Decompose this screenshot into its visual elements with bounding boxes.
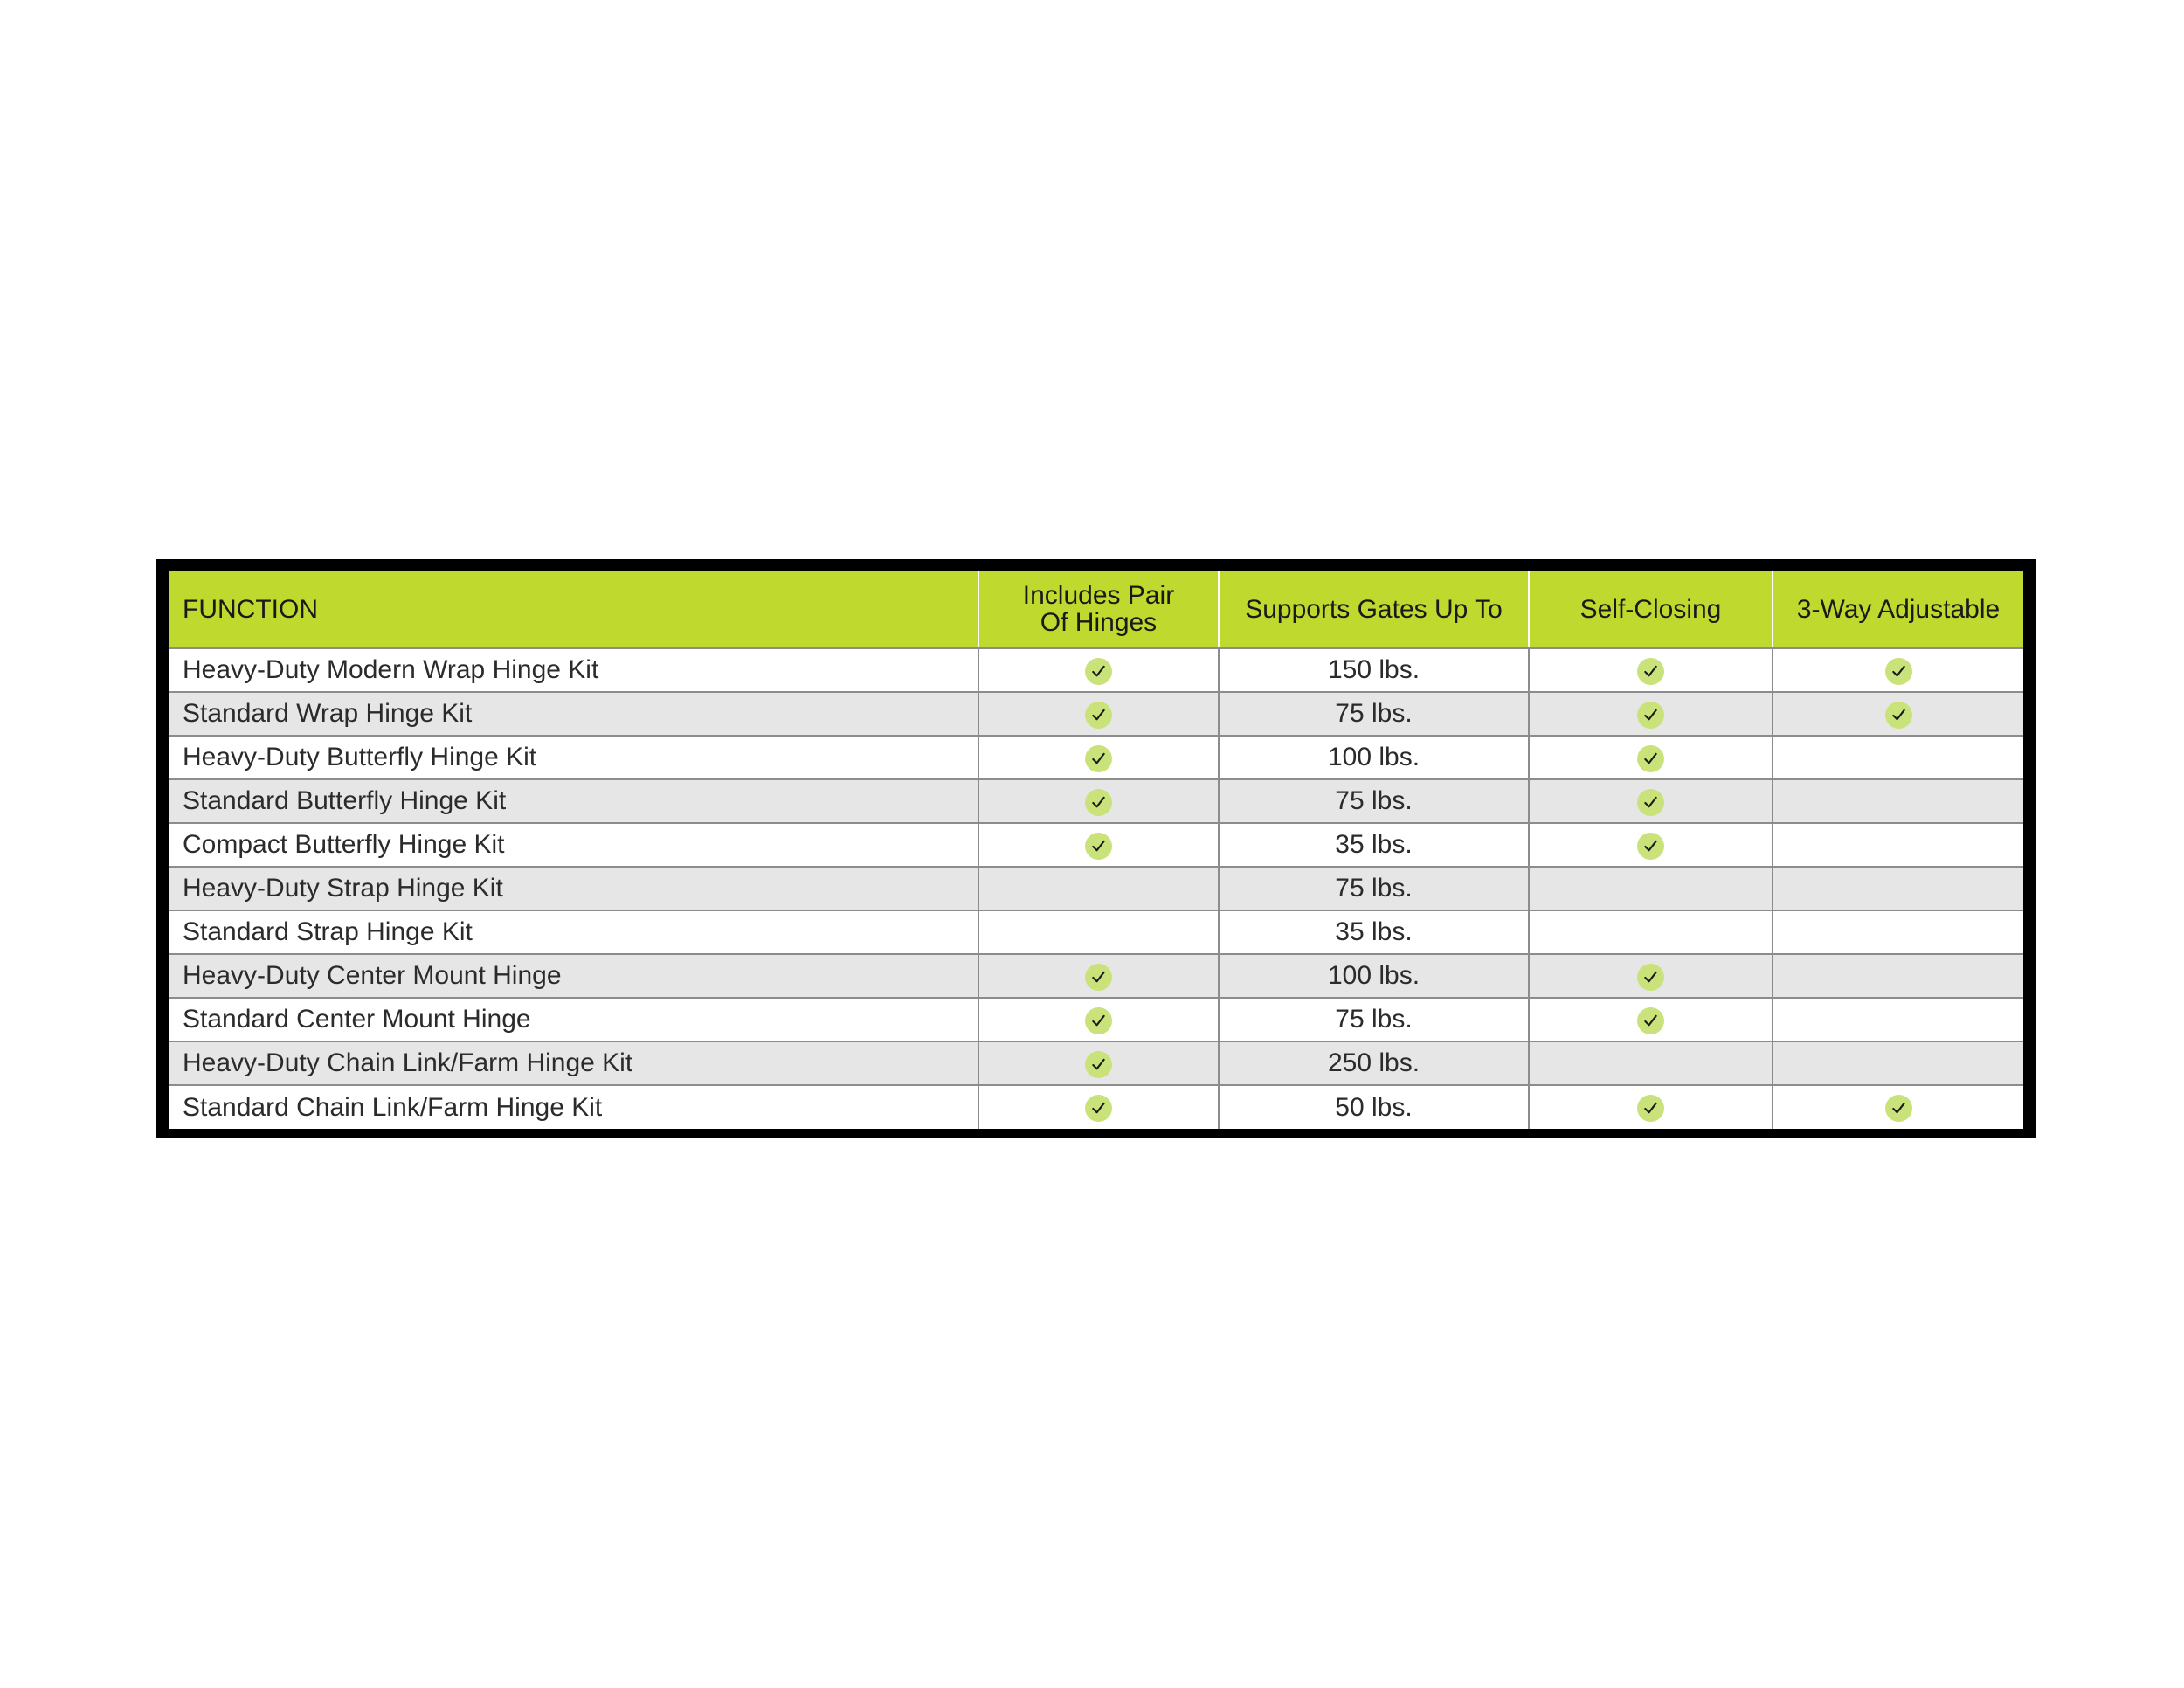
self-closing-cell — [1529, 867, 1773, 910]
supports-gates-cell: 100 lbs. — [1219, 736, 1529, 779]
adjustable-cell — [1773, 998, 2023, 1041]
checkmark-icon — [1637, 833, 1664, 860]
table-row — [169, 998, 2023, 1041]
header-self-closing: Self-Closing — [1529, 571, 1773, 648]
header-3-way-adjustable: 3-Way Adjustable — [1773, 571, 2023, 648]
hinge-comparison-table — [169, 571, 2023, 1129]
checkmark-icon — [1085, 964, 1112, 991]
includes-pair-cell — [978, 910, 1219, 954]
table-row — [169, 648, 2023, 692]
table-header — [169, 571, 2023, 648]
table-row — [169, 736, 2023, 779]
supports-gates-cell: 75 lbs. — [1219, 692, 1529, 736]
supports-gates-cell: 150 lbs. — [1219, 648, 1529, 692]
supports-gates-cell: 250 lbs. — [1219, 1041, 1529, 1085]
table-row — [169, 1085, 2023, 1129]
checkmark-icon — [1637, 789, 1664, 816]
header-includes-pair: Includes Pair Of Hinges — [978, 571, 1219, 648]
supports-gates-cell: 75 lbs. — [1219, 779, 1529, 823]
checkmark-icon — [1885, 1095, 1912, 1122]
function-cell: Standard Wrap Hinge Kit — [169, 692, 978, 736]
supports-gates-cell: 75 lbs. — [1219, 867, 1529, 910]
self-closing-cell — [1529, 954, 1773, 998]
function-cell: Compact Butterfly Hinge Kit — [169, 823, 978, 867]
function-cell: Standard Butterfly Hinge Kit — [169, 779, 978, 823]
checkmark-icon — [1085, 1051, 1112, 1078]
checkmark-icon — [1637, 1095, 1664, 1122]
supports-gates-cell: 35 lbs. — [1219, 823, 1529, 867]
adjustable-cell — [1773, 954, 2023, 998]
checkmark-icon — [1085, 658, 1112, 685]
table-row — [169, 779, 2023, 823]
function-cell: Heavy-Duty Butterfly Hinge Kit — [169, 736, 978, 779]
function-cell: Standard Chain Link/Farm Hinge Kit — [169, 1085, 978, 1129]
supports-gates-cell: 35 lbs. — [1219, 910, 1529, 954]
checkmark-icon — [1085, 1007, 1112, 1034]
self-closing-cell — [1529, 910, 1773, 954]
function-cell: Heavy-Duty Modern Wrap Hinge Kit — [169, 648, 978, 692]
checkmark-icon — [1637, 658, 1664, 685]
self-closing-cell — [1529, 998, 1773, 1041]
adjustable-cell — [1773, 779, 2023, 823]
function-cell: Heavy-Duty Center Mount Hinge — [169, 954, 978, 998]
includes-pair-cell — [978, 998, 1219, 1041]
includes-pair-cell — [978, 1041, 1219, 1085]
includes-pair-cell — [978, 736, 1219, 779]
header-row — [169, 571, 2023, 648]
checkmark-icon — [1637, 1007, 1664, 1034]
header-function: FUNCTION — [169, 571, 978, 648]
checkmark-icon — [1085, 745, 1112, 772]
self-closing-cell — [1529, 779, 1773, 823]
table-row — [169, 910, 2023, 954]
includes-pair-cell — [978, 692, 1219, 736]
checkmark-icon — [1637, 964, 1664, 991]
table-body — [169, 648, 2023, 1129]
supports-gates-cell: 75 lbs. — [1219, 998, 1529, 1041]
checkmark-icon — [1085, 833, 1112, 860]
function-cell: Heavy-Duty Chain Link/Farm Hinge Kit — [169, 1041, 978, 1085]
supports-gates-cell: 50 lbs. — [1219, 1085, 1529, 1129]
adjustable-cell — [1773, 1085, 2023, 1129]
includes-pair-cell — [978, 779, 1219, 823]
adjustable-cell — [1773, 867, 2023, 910]
self-closing-cell — [1529, 736, 1773, 779]
supports-gates-cell: 100 lbs. — [1219, 954, 1529, 998]
checkmark-icon — [1637, 745, 1664, 772]
adjustable-cell — [1773, 1041, 2023, 1085]
table-row — [169, 823, 2023, 867]
function-cell: Heavy-Duty Strap Hinge Kit — [169, 867, 978, 910]
table-row — [169, 954, 2023, 998]
function-cell: Standard Center Mount Hinge — [169, 998, 978, 1041]
table-row — [169, 692, 2023, 736]
checkmark-icon — [1085, 1095, 1112, 1122]
self-closing-cell — [1529, 692, 1773, 736]
adjustable-cell — [1773, 823, 2023, 867]
adjustable-cell — [1773, 910, 2023, 954]
self-closing-cell — [1529, 1041, 1773, 1085]
function-cell: Standard Strap Hinge Kit — [169, 910, 978, 954]
adjustable-cell — [1773, 692, 2023, 736]
checkmark-icon — [1085, 789, 1112, 816]
self-closing-cell — [1529, 823, 1773, 867]
table-row — [169, 1041, 2023, 1085]
self-closing-cell — [1529, 1085, 1773, 1129]
adjustable-cell — [1773, 736, 2023, 779]
table-row — [169, 867, 2023, 910]
adjustable-cell — [1773, 648, 2023, 692]
checkmark-icon — [1085, 702, 1112, 729]
checkmark-icon — [1885, 658, 1912, 685]
comparison-table-frame — [156, 559, 2036, 1138]
self-closing-cell — [1529, 648, 1773, 692]
includes-pair-cell — [978, 823, 1219, 867]
header-supports-gates: Supports Gates Up To — [1219, 571, 1529, 648]
includes-pair-cell — [978, 648, 1219, 692]
checkmark-icon — [1885, 702, 1912, 729]
includes-pair-cell — [978, 867, 1219, 910]
checkmark-icon — [1637, 702, 1664, 729]
includes-pair-cell — [978, 1085, 1219, 1129]
includes-pair-cell — [978, 954, 1219, 998]
